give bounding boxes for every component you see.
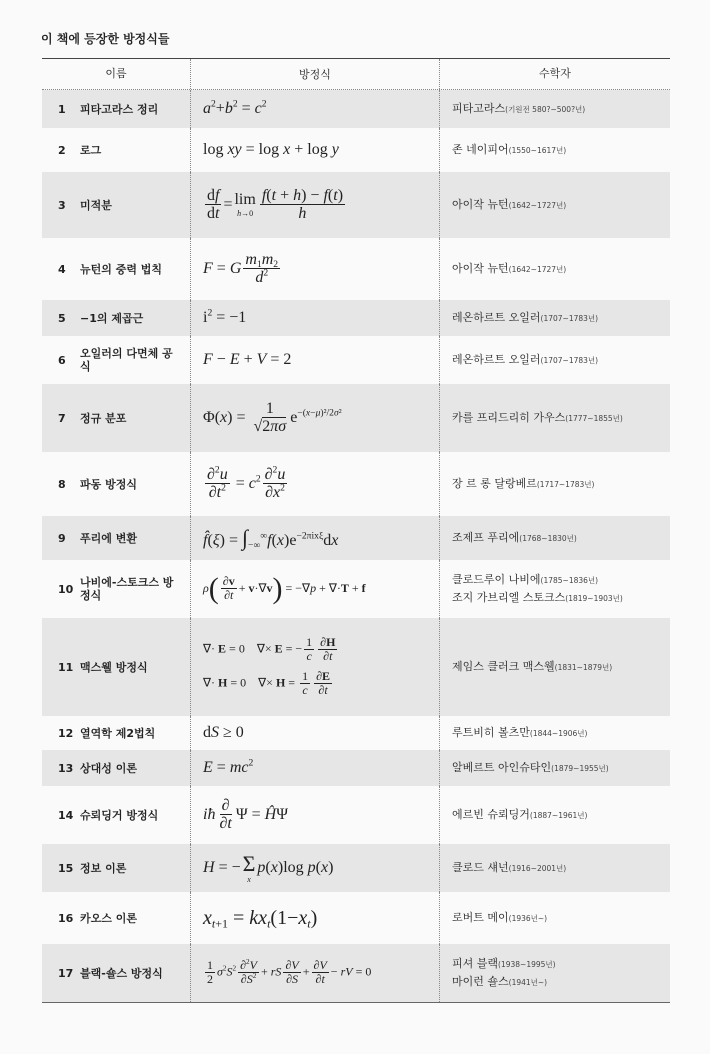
row-number: 2 <box>58 143 66 157</box>
row-number: 10 <box>58 582 74 596</box>
row-number: 5 <box>58 311 66 325</box>
table-row <box>42 336 670 384</box>
equation: $\frac{\partial^2u}{\partial t^2}$ = $c^2$ $\frac{\partial^2u}{\partial x^2}$ <box>207 463 286 502</box>
mathematician: 루트비히 볼츠만(1844~1906년) <box>452 726 588 739</box>
equations-table <box>42 58 670 1003</box>
table-row <box>42 90 670 128</box>
equation-name: 피타고라스 정리 <box>80 102 159 116</box>
table-row <box>42 172 670 238</box>
equation-name: 뉴턴의 중력 법칙 <box>80 262 163 276</box>
table-row <box>42 844 670 892</box>
mathematician: 아이작 뉴턴(1642~1727년) <box>452 198 567 211</box>
mathematician: 클로드루이 나비에(1785~1836년) <box>452 573 599 586</box>
equation: $i^2 = -1$ <box>203 307 247 326</box>
equation: $E = mc^2$ <box>203 757 254 776</box>
table-row <box>42 786 670 844</box>
mathematician: 피셔 블랙(1938~1995년) <box>452 957 556 970</box>
row-number: 16 <box>58 911 74 925</box>
mathematician-list <box>452 571 623 607</box>
header-mathematician: 수학자 <box>539 67 571 80</box>
row-number: 9 <box>58 531 66 545</box>
equation: Φ(x) = $\frac{1}{√2\pi\sigma}$ $e^{-(x-\mu)^2/2\sigma^2}$ <box>203 399 342 436</box>
table-row <box>42 618 670 716</box>
table-row <box>42 750 670 786</box>
equation-name: −1의 제곱근 <box>80 311 144 325</box>
table-row <box>42 384 670 452</box>
row-number: 17 <box>58 966 74 980</box>
row-number: 8 <box>58 477 66 491</box>
equation: $a^2+b^2 = c^2$ <box>203 98 267 117</box>
row-number: 12 <box>58 726 74 740</box>
row-number: 4 <box>58 262 66 276</box>
equation: log xy = log x + log y <box>203 141 339 158</box>
table-row <box>42 300 670 336</box>
equation-name: 미적분 <box>80 198 112 212</box>
equation-name: 슈뢰딩거 방정식 <box>80 808 159 822</box>
equation: ∇· E = 0 ∇× E = − $\frac{1}{c}$ $\frac{\partial H}{\partial t}$ ∇· H = 0 ∇× H = $\frac{1}{c}$ $\frac{\partial E}{\partial t}$ <box>203 635 336 698</box>
equation-name: 열역학 제2법칙 <box>80 726 156 740</box>
equation: iħ $\frac{\partial}{\partial t}$ Ψ = ĤΨ <box>203 796 289 833</box>
mathematician: 아이작 뉴턴(1642~1727년) <box>452 262 567 275</box>
equation: F − E + V = 2 <box>203 351 292 368</box>
equation-name: 파동 방정식 <box>80 477 137 491</box>
equation-name: 푸리에 변환 <box>80 531 137 545</box>
mathematician: 피타고라스(기원전 580?~500?년) <box>452 102 586 115</box>
mathematician: 조제프 푸리에(1768~1830년) <box>452 531 577 544</box>
mathematician: 카를 프리드리히 가우스(1777~1855년) <box>452 411 623 424</box>
table-row <box>42 944 670 1002</box>
equation: $\frac{1}{2}$ $\sigma^2S^2$ $\frac{\partial^2V}{\partial S^2}$ + rS $\frac{\partial V}{\partial S}$ + $\frac{\partial V}{\partial t}$ − rV = 0 <box>207 957 372 987</box>
equation: $\frac{df}{dt}$ = lim h→0 $\frac{f(t + h) - f(t)}{h}$ <box>207 186 344 223</box>
mathematician: 레온하르트 오일러(1707~1783년) <box>452 311 599 324</box>
header-name: 이름 <box>105 67 127 80</box>
row-number: 13 <box>58 761 74 775</box>
mathematician: 레온하르트 오일러(1707~1783년) <box>452 353 599 366</box>
mathematician: 장 르 롱 달랑베르(1717~1783년) <box>452 477 595 490</box>
equation: H = − Σ x p(x)log p(x) <box>203 850 334 884</box>
row-number: 7 <box>58 411 66 425</box>
table-row <box>42 238 670 300</box>
equation: dS ≥ 0 <box>203 724 244 741</box>
equation-name: 상대성 이론 <box>80 761 137 775</box>
header-equation: 방정식 <box>190 59 440 89</box>
equation-name: 나비에-스토크스 방정식 <box>80 576 174 602</box>
table-row <box>42 516 670 560</box>
row-number: 1 <box>58 102 66 116</box>
equation: $x_{t+1} = kx_t(1-x_t)$ <box>203 906 318 931</box>
mathematician: 클로드 섀넌(1916~2001년) <box>452 861 567 874</box>
table-header <box>42 59 670 90</box>
equation-name: 블랙-숄스 방정식 <box>80 966 163 980</box>
mathematician: 마이런 숄스(1941년~) <box>452 975 548 988</box>
equation-name: 정보 이론 <box>80 861 127 875</box>
row-number: 11 <box>58 660 74 674</box>
equation-name: 오일러의 다면체 공식 <box>80 347 173 373</box>
equation-name: 로그 <box>80 143 102 157</box>
row-number: 3 <box>58 198 66 212</box>
table-row <box>42 716 670 750</box>
table-row <box>42 452 670 516</box>
mathematician: 알베르트 아인슈타인(1879~1955년) <box>452 761 609 774</box>
mathematician-list <box>452 955 556 991</box>
mathematician: 존 네이피어(1550~1617년) <box>452 143 567 156</box>
table-row <box>42 560 670 618</box>
mathematician: 제임스 클러크 맥스웰(1831~1879년) <box>452 660 613 673</box>
mathematician: 조지 가브리엘 스토크스(1819~1903년) <box>452 591 623 604</box>
mathematician: 로버트 메이(1936년~) <box>452 911 548 924</box>
row-number: 15 <box>58 861 74 875</box>
row-number: 14 <box>58 808 74 822</box>
row-number: 6 <box>58 353 66 367</box>
equation: ρ( $\frac{\partial v}{\partial t}$ + v·∇v) = −∇p + ∇·T + f <box>203 572 366 605</box>
equation-name: 카오스 이론 <box>80 911 137 925</box>
mathematician: 에르빈 슈뢰딩거(1887~1961년) <box>452 808 588 821</box>
equation: F = G $\frac{m_1m_2}{d^2}$ <box>203 250 279 287</box>
equation-name: 정규 분포 <box>80 411 127 425</box>
equation-name: 맥스웰 방정식 <box>80 660 148 674</box>
table-row <box>42 892 670 944</box>
table-row <box>42 128 670 172</box>
equation: f̂(ξ) = $\int_{-\infty}^\infty f(x)e^{-2\pi ix\xi}dx$ <box>203 524 339 551</box>
page-title: 이 책에 등장한 방정식들 <box>41 32 170 46</box>
